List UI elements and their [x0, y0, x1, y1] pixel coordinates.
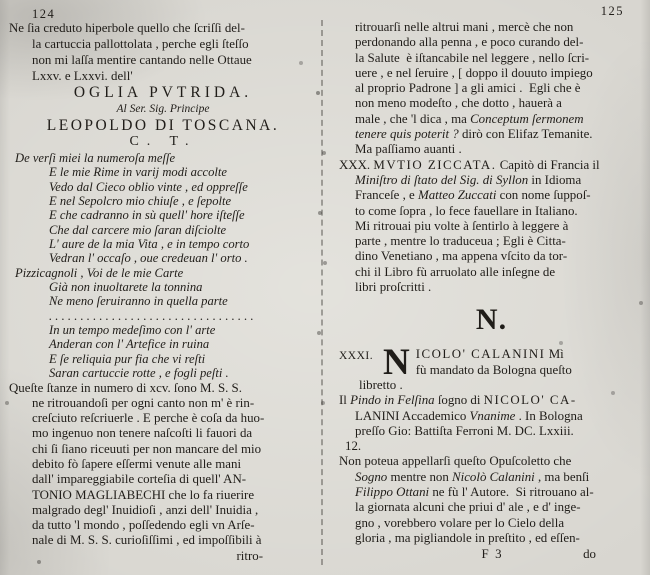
text-line	[32, 533, 317, 548]
text-span: L' aure de la mia Vita , e in tempo corto	[49, 237, 250, 252]
text-line	[49, 223, 317, 237]
text-line	[355, 265, 644, 280]
entry-number: XXXI.	[339, 350, 374, 363]
text-line	[345, 439, 644, 454]
dedicatee-name	[9, 118, 317, 135]
text-line	[49, 194, 317, 208]
text-line	[32, 472, 317, 487]
emphasized-text: Pindo in Felſina	[350, 393, 435, 408]
text-span: XXX.	[339, 157, 374, 172]
text-line	[355, 516, 644, 531]
verse-stanza-1	[9, 151, 317, 266]
text-span: al proprio Padrone ] a gli amici . Egli che è	[355, 81, 581, 96]
emphasized-text: Conceptum ſermonem	[470, 111, 584, 126]
commentary-paragraph	[339, 454, 644, 546]
text-line	[9, 381, 317, 396]
text-span: male , che 'l dica , ma	[355, 111, 471, 126]
text-span: Il	[339, 393, 351, 408]
text-span: preſſo Gio: Battiſta Ferroni M. DC. Lxxiii.	[355, 423, 574, 438]
text-line	[32, 37, 317, 53]
text-span: E le mie Rime in varij modi accolte	[49, 165, 228, 180]
text-span: Mi ritrouai piu volte à ſentirlo à leggere à	[355, 218, 569, 233]
text-span: 12.	[345, 439, 362, 454]
text-line	[339, 547, 644, 562]
text-line	[355, 96, 644, 111]
text-span: la cartuccia pallottolata , perche egli ſteſſo	[32, 36, 249, 51]
author-initials	[9, 134, 317, 151]
text-span: C. T.	[129, 134, 197, 150]
text-line	[32, 411, 317, 426]
verse-stanza-2	[9, 266, 317, 381]
left-page-body	[0, 0, 325, 564]
catchword	[9, 549, 317, 564]
intro-paragraph	[9, 21, 317, 85]
ellipsis-line	[49, 309, 317, 323]
section-letter	[339, 303, 644, 337]
right-page	[325, 0, 650, 575]
text-span: dall' impareggiabile corteſia di quell' AN-	[32, 472, 247, 487]
text-span: chi ſi ſiano riceuuti per non mancare del mio	[32, 441, 262, 456]
text-line	[355, 188, 644, 203]
text-span: ſogno di	[434, 393, 484, 408]
text-span: Al Ser. Sig. Principe	[116, 103, 210, 116]
text-span: Già non inuoltarete la tonnina	[49, 280, 203, 295]
text-span: . . . . . . . . . . . . . . . . . . . . . . . . . . . . . . . . .	[49, 308, 254, 323]
text-span: libretto .	[359, 377, 403, 392]
text-span: uere , e nel ſeruire , [ doppo il douuto impiego	[355, 65, 593, 80]
emphasized-text: NICOLO' CA-	[483, 393, 577, 408]
text-span: Ne ſia creduto hiperbole quello che ſcriſſi del-	[9, 21, 245, 35]
text-line	[49, 337, 317, 351]
text-span: perdonando alla penna , e poco curando del-	[355, 35, 584, 50]
text-line	[32, 442, 317, 457]
text-line	[355, 219, 644, 234]
text-span: Queſte ſtanze in numero di xcv. ſono M. S. S.	[9, 380, 242, 395]
text-span: to come ſopra , lo fece fauellare in Italiano.	[355, 203, 578, 218]
text-span: Anderan con l' Artefice in ruina	[49, 337, 210, 352]
text-span: parte , mentre lo traduceua ; Egli è Citta-	[355, 234, 566, 249]
catchword: do	[583, 547, 596, 562]
text-span: in Idioma	[528, 172, 582, 187]
text-span: nale di M. S. S. curioſiſſimi , ed impoſſibili à	[32, 533, 262, 548]
text-span: Capitò di Francia il	[496, 157, 600, 172]
text-span: Non poteua appellarſi queſto Opuſcoletto che	[339, 454, 572, 469]
text-line	[49, 366, 317, 380]
text-line	[355, 112, 644, 127]
text-span: In un tempo medeſimo con l' arte	[49, 323, 216, 338]
text-line	[32, 457, 317, 472]
entry-xxxi-nicolo-calanini	[339, 342, 644, 393]
text-span: E che cadranno in sù quell' hore iſteſſe	[49, 208, 245, 223]
text-span: ne fù l' Autore. Si ritrouano al-	[429, 485, 594, 500]
entry-xxx-mutio-ziccata	[339, 158, 644, 296]
text-line	[49, 294, 317, 308]
text-line	[355, 470, 644, 485]
text-span: OGLIA PVTRIDA.	[73, 83, 253, 101]
text-span: ne ritrouandoſi per ogni canto non m' è rin-	[32, 395, 255, 410]
text-line	[49, 208, 317, 222]
text-span: N.	[475, 303, 508, 337]
text-span: gno , vorebbero volare per lo Cielo della	[355, 515, 565, 530]
text-line	[9, 21, 317, 37]
text-line	[32, 53, 317, 69]
text-line	[49, 165, 317, 179]
text-span: . In Bologna	[515, 408, 583, 423]
text-line	[339, 393, 644, 408]
emphasized-text: tenere quis poterit ?	[355, 127, 459, 142]
text-line	[15, 151, 317, 165]
emphasized-text: Miniſtro di ſtato del Sig. di Syllon	[355, 172, 529, 187]
text-span: De verſi miei la numeroſa meſſe	[15, 151, 176, 165]
right-page-body	[325, 0, 650, 563]
text-span: malgrado degl' Inuidioſi , anzi dell' Inuidia ,	[32, 502, 259, 517]
text-span: debito fò ſapere eſſermi venute alle mani	[32, 456, 242, 471]
text-line	[49, 180, 317, 194]
page-number: 124	[32, 7, 56, 21]
text-span: Pizzicagnoli , Voi de le mie Carte	[15, 265, 184, 280]
text-line	[32, 488, 317, 503]
text-line	[32, 396, 317, 411]
text-line	[339, 454, 644, 469]
emphasized-text: Nicolò Calanini	[452, 469, 535, 484]
text-span: Ma paſſiamo auanti .	[355, 142, 462, 157]
imprint-paragraph	[339, 393, 644, 454]
text-line	[355, 142, 644, 157]
text-span: ritro-	[236, 548, 263, 563]
text-line	[15, 266, 317, 280]
text-span: mo ingenuo non tenere naſcoſti li fauori da	[32, 426, 253, 441]
text-line	[359, 378, 644, 393]
text-span: ritrouarſi nelle altrui mani , mercè che non	[355, 20, 574, 34]
text-line	[32, 69, 317, 85]
text-line	[355, 280, 644, 295]
text-line	[49, 251, 317, 265]
text-span: TONIO MAGLIABECHI che lo fa riuerire	[32, 487, 255, 502]
text-span: Vedran l' occaſo , oue credeuan l' orto .	[49, 251, 248, 266]
text-line	[355, 204, 644, 219]
text-line	[355, 173, 644, 188]
text-span: Mì	[545, 347, 564, 362]
text-line	[32, 426, 317, 441]
text-span: dirò con Elifaz Temanite.	[458, 127, 593, 142]
text-span: libri proſcritti .	[355, 280, 432, 295]
text-span: E ſe reliquia pur fia che vi reſti	[49, 351, 206, 366]
text-line	[355, 531, 644, 546]
closing-paragraph	[9, 381, 317, 549]
text-span: Che dal carcere mio ſaran diſciolte	[49, 222, 227, 237]
text-span: la Salute è iſtancabile nel leggere , nello ſcri-	[355, 50, 590, 65]
text-span: gloria , ma pigliandole in preſtito , ed eſſen-	[355, 530, 580, 545]
text-span: E nel Sepolcro mio chiuſe , e ſepolte	[49, 194, 232, 209]
text-line	[49, 280, 317, 294]
text-span: Saran cartuccie rotte , e fogli peſti .	[49, 366, 229, 381]
emphasized-text: Filippo Ottani	[355, 485, 430, 500]
text-span: Franceſe , e	[355, 188, 418, 203]
dedication-heading	[9, 85, 317, 151]
work-title	[9, 85, 317, 102]
text-span: da tutto 'l mondo , poſſedendo egli vn Arſe-	[32, 518, 255, 533]
text-span: Lxxv. e Lxxvi. dell'	[32, 68, 133, 83]
text-span: non mi laſſa mentire cantando nelle Ottaue	[32, 52, 252, 67]
text-span: con nome ſuppoſ-	[496, 188, 591, 203]
dedication-line	[9, 101, 317, 118]
catchword-block	[9, 549, 317, 564]
text-line	[355, 485, 644, 500]
emphasized-text: MVTIO ZICCATA.	[373, 157, 497, 172]
text-span: dino Venetiano , ma appena vſcito da tor-	[355, 249, 568, 264]
text-line	[355, 424, 644, 439]
text-line	[355, 127, 644, 142]
text-span: Ne meno ſeruiranno in quella parte	[49, 294, 228, 309]
emphasized-text: Vnanime	[469, 408, 516, 423]
text-line	[355, 249, 644, 264]
text-line	[355, 51, 644, 66]
emphasized-text: Matteo Zuccati	[418, 188, 497, 203]
continuation-paragraph	[339, 20, 644, 158]
text-line	[49, 352, 317, 366]
drop-cap-letter: N	[383, 342, 410, 384]
section-letter-n	[339, 303, 644, 337]
text-span: , ma benſi	[534, 469, 590, 484]
text-span: fù mandato da Bologna queſto	[415, 362, 572, 377]
text-line	[355, 35, 644, 50]
text-line	[32, 518, 317, 533]
text-line	[49, 323, 317, 337]
text-line	[32, 503, 317, 518]
text-span: la giornata alcuni che priui d' ale , e d' inge-	[355, 500, 581, 515]
text-line	[355, 20, 644, 35]
text-span: LEOPOLDO DI TOSCANA.	[46, 116, 280, 134]
signature-mark: F 3	[481, 547, 502, 562]
text-span: creſciuto reſcriuerle . E perche è coſa da huo-	[32, 411, 265, 426]
text-span: non meno modeſto , che dotto , hauerà a	[355, 96, 562, 111]
text-line	[355, 81, 644, 96]
signature-row	[339, 547, 644, 562]
text-line	[355, 500, 644, 515]
entry-heading	[339, 158, 644, 173]
text-line	[355, 234, 644, 249]
emphasized-text: ICOLO' CALANINI	[415, 347, 546, 362]
text-span: mentre non	[387, 469, 453, 484]
text-line	[355, 409, 644, 424]
text-span: LANINI Accademico	[355, 408, 470, 423]
text-span: Vedo dal Cieco oblio vinte , ed oppreſſe	[49, 179, 248, 194]
text-line	[355, 66, 644, 81]
text-span: chi il Libro fù arruolato alle inſegne de	[355, 264, 556, 279]
emphasized-text: Sogno	[355, 469, 388, 484]
text-line	[49, 237, 317, 251]
page-number: 125	[600, 4, 624, 18]
